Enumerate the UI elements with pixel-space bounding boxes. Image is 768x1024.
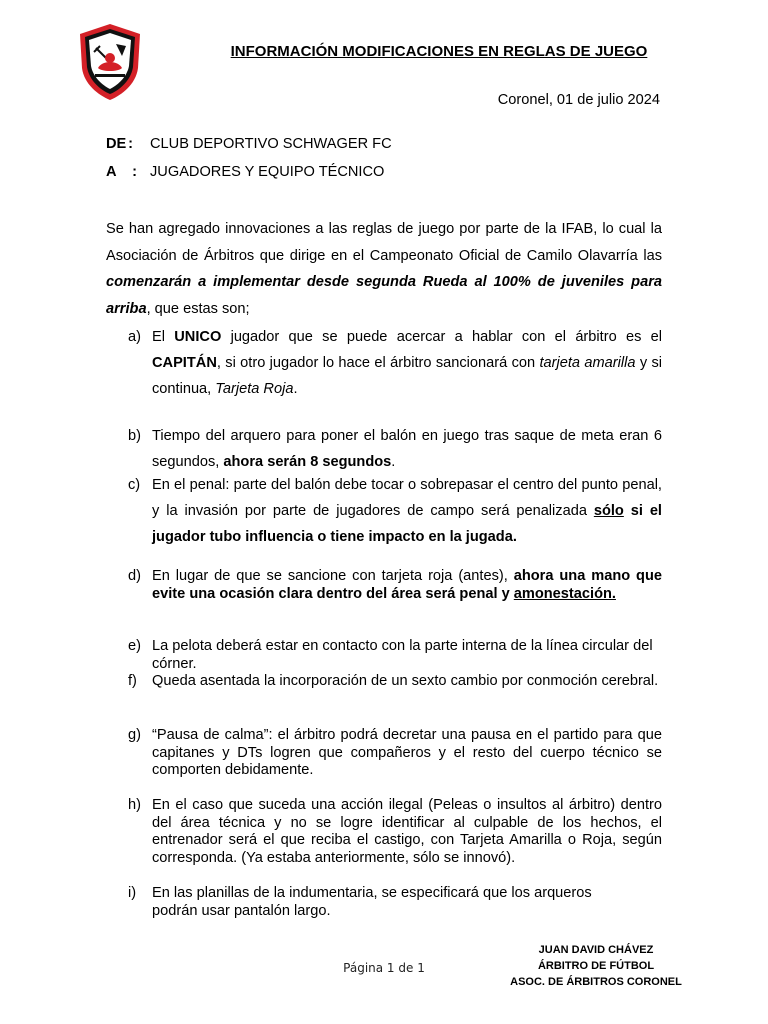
item-marker: i) — [128, 885, 137, 901]
signature-role: ÁRBITRO DE FÚTBOL — [537, 960, 655, 972]
page-number: Página 1 de 1 — [343, 961, 425, 975]
signature-name: JUAN DAVID CHÁVEZ — [538, 944, 654, 956]
from-label: DE — [106, 136, 127, 152]
header-to — [106, 164, 384, 180]
from-separator: : — [128, 136, 133, 152]
club-shield-icon — [76, 22, 144, 102]
item-marker: h) — [128, 797, 141, 813]
date-line: Coronel, 01 de julio 2024 — [497, 92, 660, 108]
document-title: INFORMACIÓN MODIFICACIONES EN REGLAS DE JUEGO — [230, 43, 648, 60]
list-item-b: b) Tiempo del arquero para poner el balón en juego tras saque de meta eran 6 segundos, ahora serán 8 segundos. — [128, 423, 662, 475]
item-marker: a) — [128, 329, 141, 345]
item-marker: b) — [128, 428, 141, 444]
item-marker: e) — [128, 638, 141, 654]
club-logo — [76, 22, 144, 102]
list-item-g: g) “Pausa de calma”: el árbitro podrá decretar una pausa en el partido para que capitanes y DTs logren que compañeros y el resto del cuerpo técnico se comporten debidamente. — [128, 727, 662, 778]
to-value: JUGADORES Y EQUIPO TÉCNICO — [150, 164, 385, 180]
from-value: CLUB DEPORTIVO SCHWAGER FC — [150, 136, 392, 152]
list-item-a: a) El UNICO jugador que se puede acercar a hablar con el árbitro es el CAPITÁN, si otro jugador lo hace el árbitro sancionará con tarjeta amarilla y si continua, Tarjeta Roja. — [128, 324, 662, 402]
to-separator: : — [132, 164, 137, 180]
list-item-e: e) La pelota deberá estar en contacto con la parte interna de la línea circular del córner. — [128, 638, 653, 672]
intro-emphasis: comenzarán a implementar desde segunda Rueda al 100% de juveniles para arriba — [106, 274, 662, 317]
header-from — [106, 136, 392, 152]
signature-block — [506, 942, 686, 990]
item-marker: g) — [128, 727, 141, 743]
list-item-c: c) En el penal: parte del balón debe tocar o sobrepasar el centro del punto penal, y la invasión por parte de jugadores de campo será penalizada sólo si el jugador tubo influencia o tiene impacto en la jugada. — [128, 472, 662, 550]
to-label: A — [106, 164, 117, 180]
item-marker: f) — [128, 673, 137, 689]
list-item-h: h) En el caso que suceda una acción ilegal (Peleas o insultos al árbitro) dentro del área técnica y no se logre identificar al culpable de los hechos, el entrenador será el que reciba el castigo, con Tarjeta Amarilla o Roja, según corresponda. (Ya estaba anteriormente, sólo se innovó). — [128, 797, 662, 866]
intro-paragraph: Se han agregado innovaciones a las reglas de juego por parte de la IFAB, lo cual la Asociación de Árbitros que dirige en el Campeonato Oficial de Camilo Olavarría las comenzarán a implementar desde segunda Rueda al 100% de juveniles para arriba, que estas son; — [106, 221, 662, 317]
list-item-d: d) En lugar de que se sancione con tarjeta roja (antes), ahora una mano que evite una ocasión clara dentro del área será penal y amonestación. — [128, 568, 662, 602]
list-item-f: f) Queda asentada la incorporación de un sexto cambio por conmoción cerebral. — [128, 673, 659, 689]
item-marker: c) — [128, 477, 141, 493]
list-item-i: i) En las planillas de la indumentaria, se especificará que los arqueros podrán usar pantalón largo. — [128, 885, 592, 919]
signature-org: ASOC. DE ÁRBITROS CORONEL — [510, 976, 682, 988]
item-marker: d) — [128, 568, 141, 584]
